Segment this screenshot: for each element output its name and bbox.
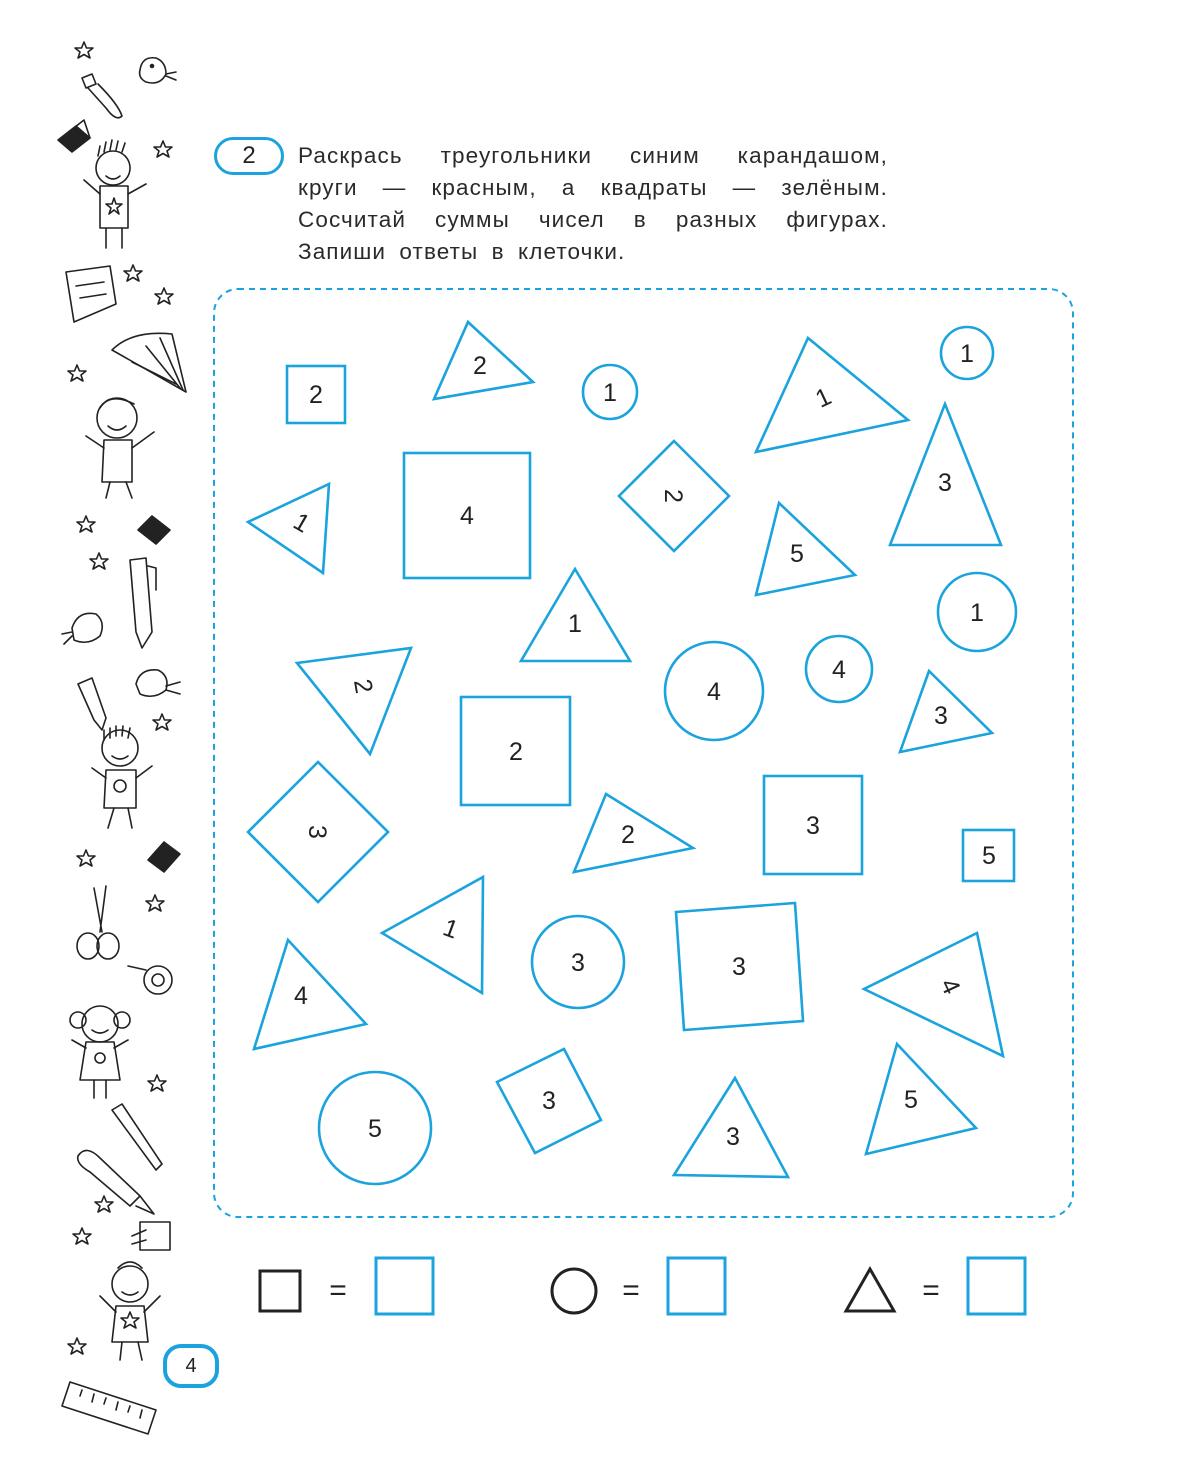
square-number: 3 <box>303 825 331 839</box>
circle-number: 1 <box>970 599 984 627</box>
bird-icon <box>140 58 176 83</box>
puzzle-frame <box>214 289 1073 1217</box>
triangle-shape[interactable] <box>297 648 411 754</box>
square-number: 2 <box>509 738 523 766</box>
fountain-pen-icon <box>78 1150 154 1214</box>
circle-number: 4 <box>707 678 721 706</box>
shape-numbers <box>288 340 995 1151</box>
circle-answer-box[interactable] <box>668 1258 725 1314</box>
square-number: 4 <box>460 502 474 530</box>
triangle-number: 1 <box>288 507 315 539</box>
circle-number: 5 <box>368 1115 382 1143</box>
square-number: 3 <box>806 812 820 840</box>
triangle-shape[interactable] <box>756 503 855 595</box>
square-number: 5 <box>982 842 996 870</box>
triangle-number: 3 <box>938 469 952 497</box>
bird-icon <box>136 670 180 696</box>
page-number-badge <box>163 1344 219 1388</box>
eraser-icon <box>138 516 170 544</box>
square-number: 3 <box>542 1087 556 1115</box>
instruction-line-2: круги — красным, а квадраты — зелёным. <box>298 175 888 200</box>
pencil-icon <box>78 678 106 730</box>
square-number: 3 <box>732 953 746 981</box>
pen-icon <box>112 1104 162 1170</box>
triangle-shape[interactable] <box>382 877 483 993</box>
instruction-line-1: Раскрась треугольники синим карандашом, <box>298 143 888 168</box>
instruction-line-3: Сосчитай суммы чисел в разных фигурах. <box>298 207 888 232</box>
paintbrush-icon <box>82 74 122 118</box>
circle-number: 3 <box>571 949 585 977</box>
triangle-shape[interactable] <box>756 338 908 452</box>
square-legend-icon <box>260 1271 300 1311</box>
triangle-shape[interactable] <box>248 484 329 573</box>
instruction-line-4: Запиши ответы в клеточки. <box>298 239 626 264</box>
boy-doodle-icon <box>100 1262 160 1360</box>
girl-doodle-icon <box>70 1006 130 1098</box>
ruler-icon <box>62 1382 156 1434</box>
shapes-layer <box>248 322 1016 1184</box>
equals-sign: = <box>922 1274 940 1307</box>
task-number: 2 <box>242 142 256 169</box>
scissors-icon <box>77 886 119 959</box>
triangle-number: 1 <box>811 382 836 414</box>
triangle-number: 2 <box>473 352 487 380</box>
triangle-number: 4 <box>934 974 966 999</box>
boy-doodle-icon <box>92 726 152 828</box>
triangle-number: 4 <box>294 982 308 1010</box>
triangle-shape[interactable] <box>866 1044 976 1154</box>
boy-doodle-icon <box>84 140 146 248</box>
triangle-number: 3 <box>726 1123 740 1151</box>
triangle-number: 1 <box>439 913 462 945</box>
triangle-number: 5 <box>904 1086 918 1114</box>
triangle-shape[interactable] <box>254 940 366 1049</box>
equals-sign: = <box>622 1274 640 1307</box>
circle-number: 1 <box>960 340 974 368</box>
binder-clip-icon <box>132 1222 170 1250</box>
triangle-answer-box[interactable] <box>968 1258 1025 1314</box>
triangle-number: 5 <box>790 540 804 568</box>
triangle-number: 2 <box>621 821 635 849</box>
page-number: 4 <box>185 1354 197 1377</box>
square-number: 2 <box>309 381 323 409</box>
square-number: 2 <box>659 489 687 503</box>
triangle-shape[interactable] <box>864 933 1003 1056</box>
protractor-icon <box>112 333 186 392</box>
pen-icon <box>130 558 156 648</box>
triangle-number: 1 <box>568 610 582 638</box>
circle-number: 1 <box>603 379 617 407</box>
doodle-strip <box>58 42 186 1434</box>
eraser-icon <box>148 842 180 872</box>
triangle-number: 3 <box>934 702 948 730</box>
triangle-legend-icon <box>846 1269 894 1311</box>
tape-icon <box>128 966 172 994</box>
bird-icon <box>62 613 102 644</box>
circle-number: 4 <box>832 656 846 684</box>
square-answer-box[interactable] <box>376 1258 433 1314</box>
triangle-number: 2 <box>348 676 379 696</box>
sharpener-icon <box>66 266 116 322</box>
eraser-icon <box>58 120 90 152</box>
equals-sign: = <box>329 1274 347 1307</box>
boy-doodle-icon <box>86 398 154 498</box>
answer-row <box>260 1258 1025 1314</box>
circle-legend-icon <box>552 1269 596 1313</box>
